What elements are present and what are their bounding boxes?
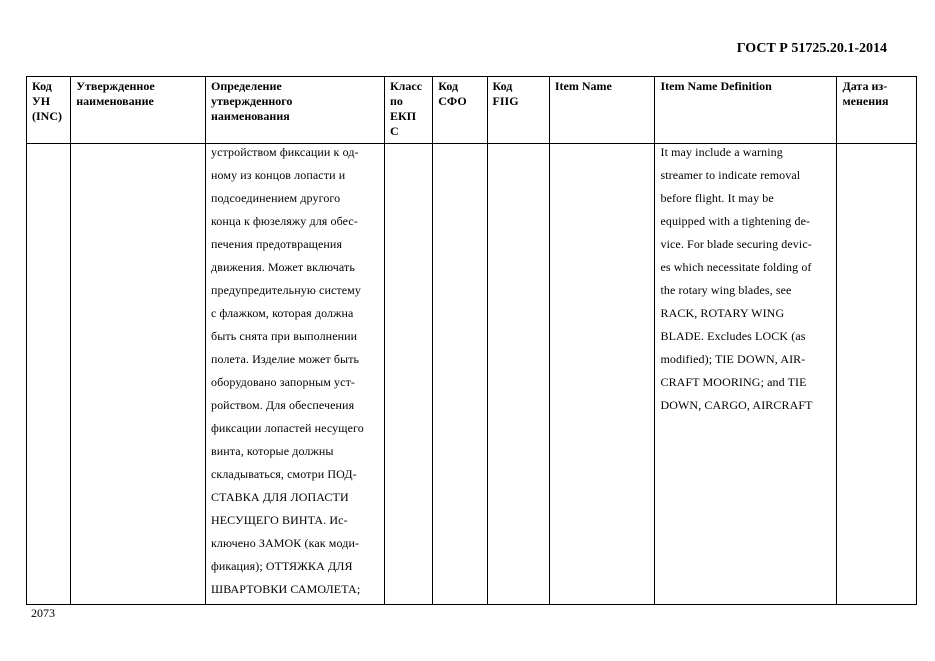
col-header-inc <box>27 77 71 144</box>
table-header-row <box>27 77 917 144</box>
document-code: ГОСТ Р 51725.20.1-2014 <box>736 41 887 56</box>
cell-change-date <box>837 144 917 605</box>
col-header-approved-name <box>71 77 206 144</box>
text-line: vice. For blade securing devic- <box>660 237 812 251</box>
text-line: ЕКП <box>389 109 417 123</box>
text-line: С <box>389 124 399 138</box>
text-line: Код <box>492 79 513 93</box>
text-line: Код <box>438 79 459 93</box>
col-header-item-name <box>549 77 655 144</box>
text-line: УН <box>32 94 51 108</box>
text-line: ШВАРТОВКИ САМОЛЕТА; <box>210 582 361 596</box>
col-header-definition <box>205 77 384 144</box>
text-line: streamer to indicate removal <box>660 168 801 182</box>
text-line: equipped with a tightening de- <box>660 214 811 228</box>
text-line: Item Name <box>554 79 612 93</box>
text-line: фикация); ОТТЯЖКА ДЛЯ <box>210 559 353 573</box>
text-line: быть снята при выполнении <box>210 329 358 343</box>
text-line: FIIG <box>492 94 519 108</box>
text-line: полета. Изделие может быть <box>210 352 360 366</box>
definition-ru-text <box>211 144 379 604</box>
text-line: RACK, ROTARY WING <box>660 306 785 320</box>
text-line: the rotary wing blades, see <box>660 283 792 297</box>
text-line: менения <box>842 94 889 108</box>
text-line: подсоединением другого <box>210 191 341 205</box>
text-line: конца к фюзеляжу для обес- <box>210 214 358 228</box>
text-line: ройством. Для обеспечения <box>210 398 355 412</box>
text-line: es which necessitate folding of <box>660 260 812 274</box>
text-line: складываться, смотри ПОД- <box>210 467 357 481</box>
text-line: фиксации лопастей несущего <box>210 421 364 435</box>
text-line: НЕСУЩЕГО ВИНТА. Ис- <box>210 513 348 527</box>
text-line: before flight. It may be <box>660 191 774 205</box>
text-line: Item Name Definition <box>660 79 772 93</box>
definition-en-text <box>660 144 831 420</box>
cell-item-name <box>549 144 655 605</box>
text-line: СФО <box>438 94 467 108</box>
text-line: CRAFT MOORING; and TIE <box>660 375 807 389</box>
text-line: по <box>389 94 403 108</box>
text-line: Утвержденное <box>76 79 155 93</box>
text-line: оборудовано запорным уст- <box>210 375 356 389</box>
text-line: BLADE. Excludes LOCK (as <box>660 329 806 343</box>
text-line: СТАВКА ДЛЯ ЛОПАСТИ <box>210 490 349 504</box>
cell-inc <box>27 144 71 605</box>
col-header-fiig-code <box>487 77 549 144</box>
text-line: предупредительную систему <box>210 283 361 297</box>
col-header-change-date <box>837 77 917 144</box>
col-header-item-name-definition <box>655 77 837 144</box>
text-line: наименование <box>76 94 154 108</box>
text-line: движения. Может включать <box>210 260 355 274</box>
cell-approved-name <box>71 144 206 605</box>
text-line: Код <box>32 79 52 93</box>
text-line: утвержденного <box>210 94 293 108</box>
text-line: винта, которые должны <box>210 444 334 458</box>
text-line: It may include a warning <box>660 145 783 159</box>
text-line: Определение <box>210 79 282 93</box>
text-line: ключено ЗАМОК (как моди- <box>210 536 360 550</box>
text-line: modified); TIE DOWN, AIR- <box>660 352 806 366</box>
text-line: DOWN, CARGO, AIRCRAFT <box>660 398 813 412</box>
text-line: печения предотвращения <box>210 237 343 251</box>
cell-fiig-code <box>487 144 549 605</box>
cell-ekps-class <box>384 144 432 605</box>
cell-definition-ru <box>205 144 384 605</box>
text-line: Класс <box>389 79 423 93</box>
text-line: Дата из- <box>842 79 888 93</box>
page-number: 2073 <box>31 606 55 620</box>
cell-definition-en <box>655 144 837 605</box>
text-line: ному из концов лопасти и <box>210 168 346 182</box>
table-row <box>27 144 917 605</box>
text-line: устройством фиксации к од- <box>210 145 359 159</box>
classification-table <box>26 76 917 605</box>
col-header-ekps-class <box>384 77 432 144</box>
cell-sfo-code <box>433 144 487 605</box>
text-line: с флажком, которая должна <box>210 306 354 320</box>
text-line: (INC) <box>32 109 62 123</box>
text-line: наименования <box>210 109 290 123</box>
col-header-sfo-code <box>433 77 487 144</box>
